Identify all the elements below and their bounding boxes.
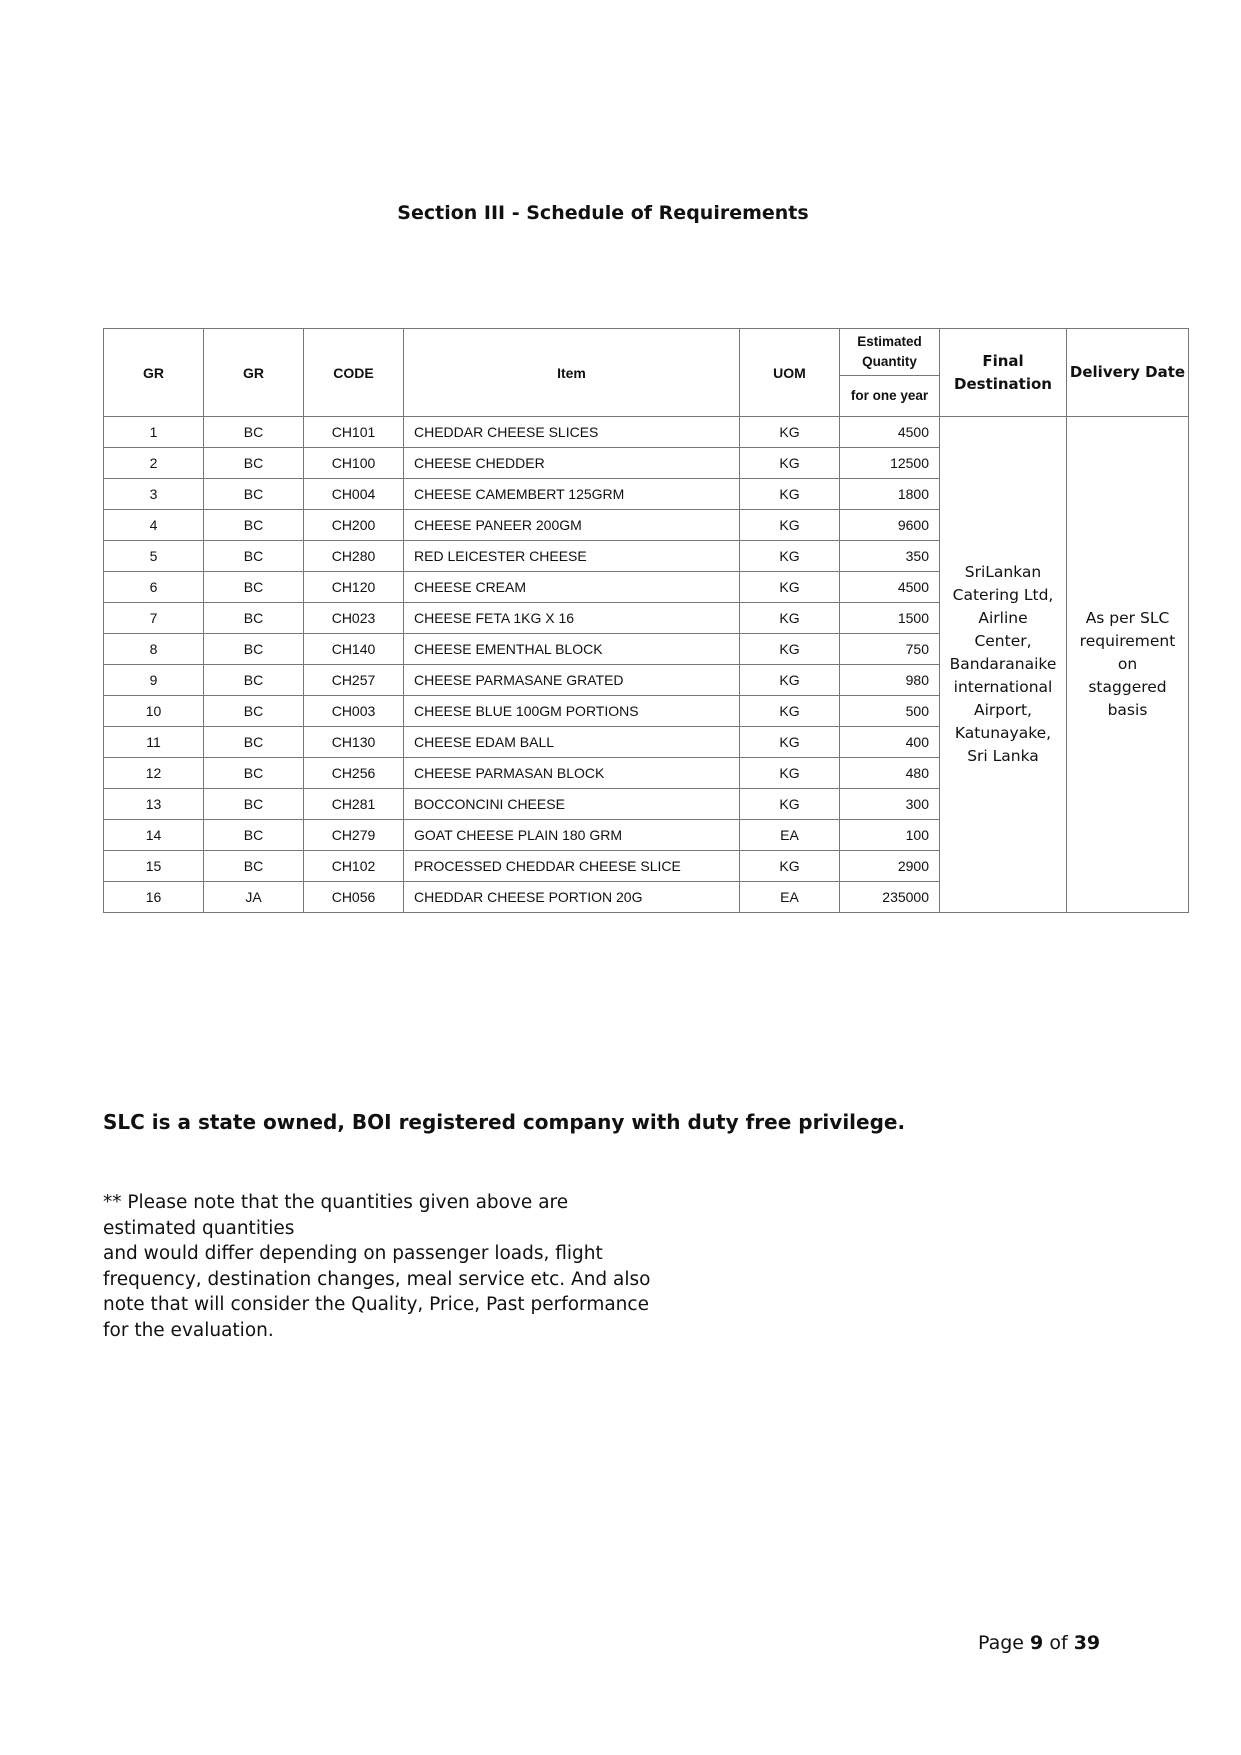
table-row	[104, 417, 1189, 448]
code-cell: CH281	[304, 789, 404, 820]
uom-cell: KG	[740, 572, 840, 603]
quantity-cell: 2900	[840, 851, 940, 882]
quantity-cell: 1500	[840, 603, 940, 634]
quantity-cell: 480	[840, 758, 940, 789]
destination-line: Center,	[974, 632, 1032, 650]
code-cell: CH280	[304, 541, 404, 572]
header-delivery-date: Delivery Date	[1067, 329, 1189, 417]
item-cell: CHEESE PARMASAN BLOCK	[404, 758, 740, 789]
uom-cell: KG	[740, 665, 840, 696]
header-group: GR	[204, 329, 304, 417]
final-destination-cell	[940, 417, 1067, 913]
page-number	[978, 1632, 1100, 1654]
row-number-cell: 4	[104, 510, 204, 541]
destination-line: Airport,	[974, 701, 1032, 719]
uom-cell: KG	[740, 510, 840, 541]
delivery-line: staggered	[1088, 678, 1167, 696]
quantity-cell: 300	[840, 789, 940, 820]
group-cell: BC	[204, 758, 304, 789]
row-number-cell: 5	[104, 541, 204, 572]
destination-line: Katunayake,	[954, 724, 1052, 742]
schedule-rows	[104, 417, 1189, 913]
header-uom: UOM	[740, 329, 840, 417]
row-number-cell: 13	[104, 789, 204, 820]
group-cell: BC	[204, 448, 304, 479]
item-cell: RED LEICESTER CHEESE	[404, 541, 740, 572]
delivery-line: requirement	[1079, 632, 1176, 650]
page-current: 9	[1030, 1632, 1044, 1654]
uom-cell: KG	[740, 634, 840, 665]
item-cell: CHEESE FETA 1KG X 16	[404, 603, 740, 634]
quantity-note	[103, 1190, 663, 1343]
code-cell: CH120	[304, 572, 404, 603]
group-cell: BC	[204, 851, 304, 882]
uom-cell: KG	[740, 789, 840, 820]
group-cell: BC	[204, 479, 304, 510]
quantity-cell: 400	[840, 727, 940, 758]
code-cell: CH200	[304, 510, 404, 541]
row-number-cell: 10	[104, 696, 204, 727]
uom-cell: KG	[740, 479, 840, 510]
destination-line: Bandaranaike	[949, 655, 1057, 673]
quantity-cell: 9600	[840, 510, 940, 541]
code-cell: CH140	[304, 634, 404, 665]
row-number-cell: 6	[104, 572, 204, 603]
code-cell: CH023	[304, 603, 404, 634]
page-total: 39	[1073, 1632, 1101, 1654]
uom-cell: KG	[740, 727, 840, 758]
item-cell: CHEESE EMENTHAL BLOCK	[404, 634, 740, 665]
row-number-cell: 9	[104, 665, 204, 696]
header-estimated-quantity: Estimated Quantity	[840, 329, 940, 376]
delivery-line: basis	[1107, 701, 1148, 719]
item-cell: BOCCONCINI CHEESE	[404, 789, 740, 820]
code-cell: CH100	[304, 448, 404, 479]
item-cell: GOAT CHEESE PLAIN 180 GRM	[404, 820, 740, 851]
header-quantity-period: for one year	[840, 376, 940, 417]
quantity-cell: 750	[840, 634, 940, 665]
group-cell: BC	[204, 665, 304, 696]
row-number-cell: 1	[104, 417, 204, 448]
uom-cell: KG	[740, 696, 840, 727]
uom-cell: KG	[740, 541, 840, 572]
code-cell: CH101	[304, 417, 404, 448]
quantity-cell: 100	[840, 820, 940, 851]
destination-line: Airline	[978, 609, 1028, 627]
header-gr: GR	[104, 329, 204, 417]
header-item: Item	[404, 329, 740, 417]
duty-free-statement: SLC is a state owned, BOI registered company with duty free privilege.	[103, 1110, 906, 1134]
quantity-cell: 4500	[840, 572, 940, 603]
quantity-cell: 1800	[840, 479, 940, 510]
group-cell: BC	[204, 727, 304, 758]
row-number-cell: 16	[104, 882, 204, 913]
row-number-cell: 12	[104, 758, 204, 789]
group-cell: BC	[204, 417, 304, 448]
item-cell: CHEESE CAMEMBERT 125GRM	[404, 479, 740, 510]
quantity-cell: 980	[840, 665, 940, 696]
uom-cell: EA	[740, 820, 840, 851]
header-code: CODE	[304, 329, 404, 417]
row-number-cell: 3	[104, 479, 204, 510]
quantity-cell: 350	[840, 541, 940, 572]
code-cell: CH256	[304, 758, 404, 789]
delivery-date-cell	[1067, 417, 1189, 913]
item-cell: CHEESE BLUE 100GM PORTIONS	[404, 696, 740, 727]
item-cell: CHEESE EDAM BALL	[404, 727, 740, 758]
group-cell: BC	[204, 820, 304, 851]
quantity-cell: 235000	[840, 882, 940, 913]
code-cell: CH130	[304, 727, 404, 758]
destination-line: Sri Lanka	[967, 747, 1039, 765]
uom-cell: KG	[740, 603, 840, 634]
item-cell: CHEESE CREAM	[404, 572, 740, 603]
destination-line: international	[953, 678, 1053, 696]
row-number-cell: 14	[104, 820, 204, 851]
group-cell: BC	[204, 603, 304, 634]
group-cell: BC	[204, 541, 304, 572]
uom-cell: KG	[740, 851, 840, 882]
group-cell: BC	[204, 634, 304, 665]
uom-cell: KG	[740, 417, 840, 448]
uom-cell: KG	[740, 758, 840, 789]
quantity-cell: 12500	[840, 448, 940, 479]
delivery-line: on	[1117, 655, 1138, 673]
item-cell: CHEDDAR CHEESE PORTION 20G	[404, 882, 740, 913]
schedule-table	[103, 328, 1189, 913]
item-cell: CHEESE CHEDDER	[404, 448, 740, 479]
code-cell: CH257	[304, 665, 404, 696]
quantity-cell: 4500	[840, 417, 940, 448]
code-cell: CH004	[304, 479, 404, 510]
group-cell: JA	[204, 882, 304, 913]
uom-cell: EA	[740, 882, 840, 913]
group-cell: BC	[204, 510, 304, 541]
row-number-cell: 2	[104, 448, 204, 479]
item-cell: CHEESE PANEER 200GM	[404, 510, 740, 541]
note-line: and would differ depending on passenger loads, flight frequency, destination changes, meal service etc. And also note that will consider the Quality, Price, Past performance for the evaluation.	[103, 1243, 651, 1341]
group-cell: BC	[204, 572, 304, 603]
note-line: ** Please note that the quantities given above are estimated quantities	[103, 1192, 569, 1239]
code-cell: CH279	[304, 820, 404, 851]
destination-line: SriLankan	[964, 563, 1042, 581]
item-cell: CHEESE PARMASANE GRATED	[404, 665, 740, 696]
destination-line: Catering Ltd,	[952, 586, 1054, 604]
section-title: Section III - Schedule of Requirements	[397, 202, 809, 224]
code-cell: CH102	[304, 851, 404, 882]
uom-cell: KG	[740, 448, 840, 479]
group-cell: BC	[204, 789, 304, 820]
row-number-cell: 8	[104, 634, 204, 665]
item-cell: PROCESSED CHEDDAR CHEESE SLICE	[404, 851, 740, 882]
row-number-cell: 11	[104, 727, 204, 758]
code-cell: CH003	[304, 696, 404, 727]
row-number-cell: 15	[104, 851, 204, 882]
row-number-cell: 7	[104, 603, 204, 634]
delivery-line: As per SLC	[1085, 609, 1170, 627]
code-cell: CH056	[304, 882, 404, 913]
item-cell: CHEDDAR CHEESE SLICES	[404, 417, 740, 448]
quantity-cell: 500	[840, 696, 940, 727]
header-final-destination: Final Destination	[940, 329, 1067, 417]
page-of-word: of	[1049, 1632, 1068, 1654]
page-word: Page	[978, 1632, 1024, 1654]
group-cell: BC	[204, 696, 304, 727]
